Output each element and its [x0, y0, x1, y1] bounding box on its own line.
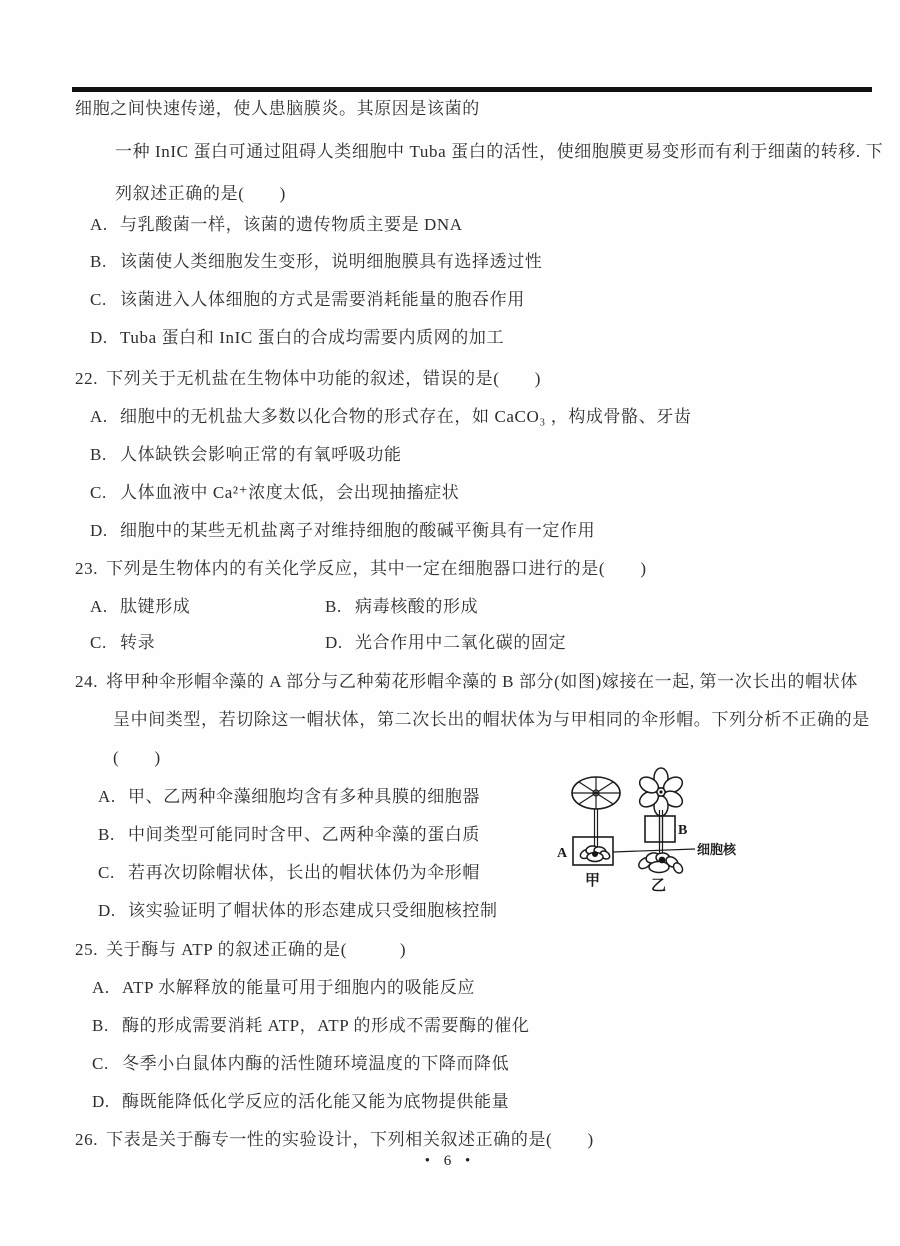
question-text: 关于酶与 ATP 的叙述正确的是( ): [106, 940, 407, 959]
option-text: 细胞中的无机盐大多数以化合物的形式存在，如 CaCO₃ ，构成骨骼、牙齿: [120, 407, 692, 426]
page-number: • 6 •: [424, 1153, 476, 1169]
part-b-label: B: [678, 823, 688, 838]
option-label: C.: [98, 863, 115, 882]
option-text: 甲、乙两种伞藻细胞均含有多种具膜的细胞器: [128, 787, 480, 806]
question-number: 24.: [75, 672, 99, 691]
option-text: 与乳酸菌一样，该菌的遗传物质主要是 DNA: [120, 215, 463, 234]
option-label: B.: [90, 445, 107, 464]
option-text: 若再次切除帽状体，长出的帽状体仍为伞形帽: [128, 863, 480, 882]
question-number: 23.: [75, 559, 99, 578]
q23-option-d: [325, 631, 566, 655]
q23-stem: [75, 557, 647, 581]
option-label: D.: [92, 1092, 110, 1111]
top-rule: [72, 87, 872, 92]
question-text: 下列关于无机盐在生物体中功能的叙述，错误的是( ): [106, 369, 541, 388]
option-label: A.: [90, 215, 108, 234]
option-label: D.: [325, 633, 343, 652]
option-label: B.: [98, 825, 115, 844]
q24-stem-line-3: ( ): [113, 748, 161, 767]
option-label: C.: [92, 1054, 109, 1073]
option-text: 该菌使人类细胞发生变形，说明细胞膜具有选择透过性: [120, 252, 543, 271]
option-label: C.: [90, 483, 107, 502]
option-text: 光合作用中二氧化碳的固定: [355, 633, 567, 652]
q22-option-b: [90, 443, 402, 467]
option-text: 转录: [120, 633, 156, 652]
nucleus-leader-line: [613, 849, 695, 852]
question-number: 25.: [75, 940, 99, 959]
q23-option-b: [325, 595, 478, 619]
option-text: 中间类型可能同时含甲、乙两种伞藻的蛋白质: [128, 825, 480, 844]
q21-option-b: [90, 250, 542, 274]
option-label: D.: [90, 328, 108, 347]
q21-line-3: 列叙述正确的是( ): [115, 184, 286, 203]
part-a-label: A: [557, 846, 568, 861]
question-number: 22.: [75, 369, 99, 388]
option-label: A.: [98, 787, 116, 806]
q25-option-a: [92, 976, 475, 1000]
option-text: ATP 水解释放的能量可用于细胞内的吸能反应: [122, 978, 476, 997]
umbrella-cap-icon: [572, 777, 620, 809]
option-label: A.: [92, 978, 110, 997]
question-text: 下表是关于酶专一性的实验设计，下列相关叙述正确的是( ): [106, 1130, 594, 1149]
option-text: 人体缺铁会影响正常的有氧呼吸功能: [120, 445, 402, 464]
option-label: C.: [90, 633, 107, 652]
alga-jia-label: 甲: [585, 873, 601, 889]
q24-option-d: [98, 899, 498, 923]
q23-option-a: [90, 595, 190, 619]
question-number: 26.: [75, 1130, 99, 1149]
q22-option-c: [90, 481, 459, 505]
option-text: Tuba 蛋白和 InIC 蛋白的合成均需要内质网的加工: [120, 328, 505, 347]
option-label: A.: [90, 407, 108, 426]
q22-option-a: [90, 405, 692, 429]
option-text: 人体血液中 Ca²⁺浓度太低，会出现抽搐症状: [120, 483, 460, 502]
option-label: B.: [325, 597, 342, 616]
q21-option-c: [90, 288, 525, 312]
option-label: A.: [90, 597, 108, 616]
q21-line-1: 细胞之间快速传递，使人患脑膜炎。其原因是该菌的: [75, 99, 480, 118]
option-text: 冬季小白鼠体内酶的活性随环境温度的下降而降低: [122, 1054, 510, 1073]
q24-option-c: [98, 861, 480, 885]
alga-yi-label: 乙: [651, 878, 667, 894]
option-text: 酶的形成需要消耗 ATP，ATP 的形成不需要酶的催化: [122, 1016, 530, 1035]
option-label: B.: [92, 1016, 109, 1035]
yi-nucleus-dot: [659, 857, 666, 864]
q21-option-a: [90, 213, 463, 237]
q25-stem: [75, 938, 406, 962]
option-text: 该菌进入人体细胞的方式是需要消耗能量的胞吞作用: [120, 290, 525, 309]
option-text: 该实验证明了帽状体的形态建成只受细胞核控制: [128, 901, 498, 920]
flower-cap-icon: [637, 768, 685, 816]
option-text: 肽键形成: [120, 597, 191, 616]
q24-option-b: [98, 823, 480, 847]
q23-option-c: [90, 631, 155, 655]
option-label: B.: [90, 252, 107, 271]
q25-option-b: [92, 1014, 530, 1038]
option-label: D.: [98, 901, 116, 920]
q24-stem-line-1: [75, 670, 858, 694]
nucleus-label: 细胞核: [697, 842, 737, 857]
yi-rhizoid: [637, 852, 685, 875]
q26-stem: [75, 1128, 594, 1152]
question-text: 将甲种伞形帽伞藻的 A 部分与乙种菊花形帽伞藻的 B 部分(如图)嫁接在一起, 第一次长出的帽状体: [106, 672, 858, 691]
jia-rhizoid: [579, 845, 611, 861]
q22-stem: [75, 367, 541, 391]
question-text: 下列是生物体内的有关化学反应，其中一定在细胞器口进行的是( ): [106, 559, 647, 578]
q25-option-c: [92, 1052, 509, 1076]
jia-nucleus-dot: [592, 851, 598, 857]
q21-option-d: [90, 326, 504, 350]
option-text: 细胞中的某些无机盐离子对维持细胞的酸碱平衡具有一定作用: [120, 521, 596, 540]
option-text: 病毒核酸的形成: [355, 597, 479, 616]
acetabularia-grafting-figure: [537, 758, 802, 900]
q21-line-2: 一种 InIC 蛋白可通过阻碍人类细胞中 Tuba 蛋白的活性，使细胞膜更易变形而有利于细菌的转移. 下: [115, 142, 884, 161]
q22-option-d: [90, 519, 595, 543]
q25-option-d: [92, 1090, 509, 1114]
option-label: D.: [90, 521, 108, 540]
q24-stem-line-2: 呈中间类型，若切除这一帽状体，第二次长出的帽状体为与甲相同的伞形帽。下列分析不正确的是: [113, 710, 870, 729]
option-label: C.: [90, 290, 107, 309]
option-text: 酶既能降低化学反应的活化能又能为底物提供能量: [122, 1092, 510, 1111]
q24-option-a: [98, 785, 480, 809]
